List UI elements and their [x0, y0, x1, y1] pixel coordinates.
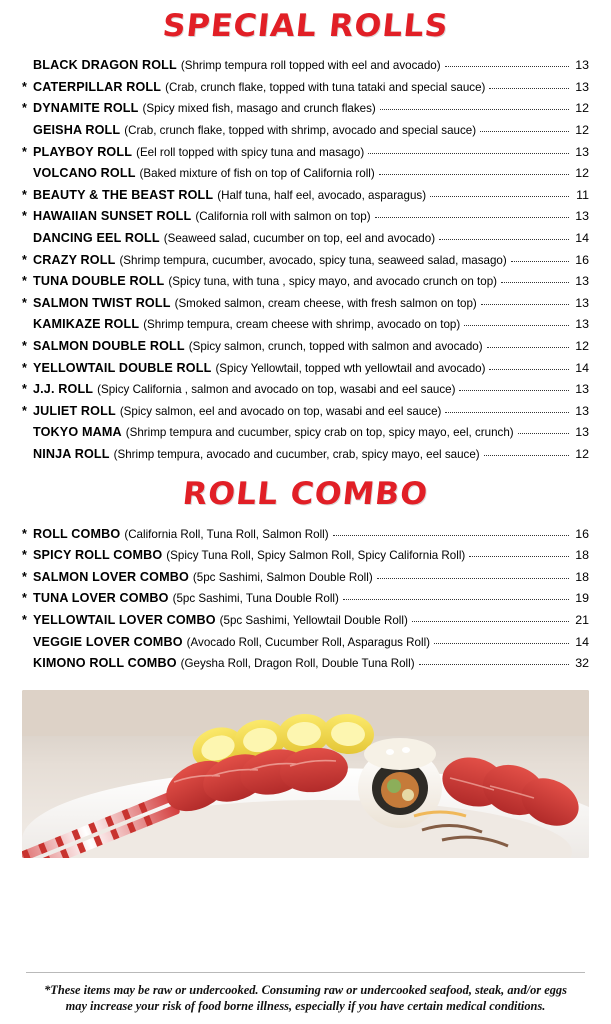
menu-item — [22, 206, 589, 228]
menu-item-description: (Spicy tuna, with tuna , spicy mayo, and avocado crunch on top) — [168, 275, 498, 289]
raw-item-asterisk: * — [22, 274, 27, 289]
menu-item-price: 13 — [575, 79, 589, 94]
menu-item — [22, 336, 589, 358]
menu-item-name: JULIET ROLL — [33, 403, 116, 418]
menu-item-description: (Spicy salmon, crunch, topped with salmon and avocado) — [188, 340, 483, 354]
menu-item-name: KIMONO ROLL COMBO — [33, 656, 177, 671]
leader-dots — [375, 217, 569, 218]
menu-item-description: (Smoked salmon, cream cheese, with fresh salmon on top) — [174, 296, 477, 310]
menu-item-price: 32 — [575, 656, 589, 671]
menu-item-price: 13 — [575, 403, 589, 418]
menu-item-price: 13 — [575, 209, 589, 224]
leader-dots — [412, 621, 569, 622]
leader-dots — [481, 304, 569, 305]
menu-item — [22, 631, 589, 653]
menu-item-description: (5pc Sashimi, Yellowtail Double Roll) — [219, 613, 408, 627]
menu-item-price: 13 — [575, 295, 589, 310]
menu-item-name: DANCING EEL ROLL — [33, 231, 160, 246]
menu-item-description: (Spicy mixed fish, masago and crunch flakes) — [142, 102, 376, 116]
menu-item-name: PLAYBOY ROLL — [33, 144, 133, 159]
menu-item-description: (5pc Sashimi, Tuna Double Roll) — [172, 592, 339, 606]
menu-item — [22, 55, 589, 77]
leader-dots — [459, 390, 569, 391]
menu-item-price: 19 — [575, 591, 589, 606]
menu-item-description: (Shrimp tempura, avocado and cucumber, crab, spicy mayo, eel sauce) — [113, 447, 480, 461]
menu-item-description: (Shrimp tempura, cucumber, avocado, spicy tuna, seaweed salad, masago) — [119, 253, 507, 267]
disclaimer-footer — [0, 972, 611, 1014]
leader-dots — [469, 556, 569, 557]
menu-item-description: (Spicy Yellowtail, topped wth yellowtail and avocado) — [215, 361, 486, 375]
leader-dots — [379, 174, 569, 175]
menu-item-description: (Eel roll topped with spicy tuna and masago) — [136, 145, 365, 159]
menu-item-description: (Crab, crunch flake, topped with shrimp, avocado and special sauce) — [124, 124, 477, 138]
menu-item-description: (California roll with salmon on top) — [195, 210, 371, 224]
menu-item-name: ROLL COMBO — [33, 526, 121, 541]
menu-item-description: (Spicy Tuna Roll, Spicy Salmon Roll, Spicy California Roll) — [166, 549, 466, 563]
leader-dots — [445, 66, 569, 67]
menu-item — [22, 271, 589, 293]
raw-item-asterisk: * — [22, 526, 27, 541]
leader-dots — [439, 239, 569, 240]
menu-item — [22, 444, 589, 466]
menu-item-name: SALMON TWIST ROLL — [33, 295, 171, 310]
menu-item-price: 13 — [575, 144, 589, 159]
leader-dots — [333, 535, 569, 536]
menu-item-description: (5pc Sashimi, Salmon Double Roll) — [192, 570, 373, 584]
roll-combo-list — [0, 523, 611, 674]
section-title-special-rolls: SPECIAL ROLLS — [160, 8, 451, 44]
menu-item — [22, 357, 589, 379]
menu-item-name: BEAUTY & THE BEAST ROLL — [33, 187, 214, 202]
menu-item-description: (Spicy California , salmon and avocado on top, wasabi and eel sauce) — [97, 383, 456, 397]
sushi-platter-photo — [22, 690, 589, 858]
footer-divider — [26, 972, 585, 973]
menu-item-price: 12 — [575, 446, 589, 461]
menu-item — [22, 566, 589, 588]
menu-item-name: CRAZY ROLL — [33, 252, 116, 267]
menu-item-price: 16 — [575, 252, 589, 267]
menu-item-name: SPICY ROLL COMBO — [33, 548, 163, 563]
raw-item-asterisk: * — [22, 187, 27, 202]
menu-item-description: (Geysha Roll, Dragon Roll, Double Tuna Roll) — [180, 657, 415, 671]
menu-item-name: TOKYO MAMA — [33, 425, 122, 440]
menu-item — [22, 249, 589, 271]
menu-item-name: CATERPILLAR ROLL — [33, 79, 162, 94]
leader-dots — [419, 664, 569, 665]
menu-item-price: 12 — [575, 166, 589, 181]
section-title-roll-combo: ROLL COMBO — [180, 476, 431, 513]
leader-dots — [434, 643, 569, 644]
menu-item — [22, 653, 589, 675]
menu-item — [22, 141, 589, 163]
menu-item — [22, 163, 589, 185]
raw-item-asterisk: * — [22, 612, 27, 627]
leader-dots — [464, 325, 569, 326]
raw-item-asterisk: * — [22, 144, 27, 159]
menu-item — [22, 588, 589, 610]
leader-dots — [501, 282, 569, 283]
raw-item-asterisk: * — [22, 101, 27, 116]
menu-item-name: HAWAIIAN SUNSET ROLL — [33, 209, 192, 224]
leader-dots — [487, 347, 569, 348]
disclaimer-line-1: *These items may be raw or undercooked. Consuming raw or undercooked seafood, steak, and/or eggs — [44, 983, 567, 997]
raw-item-asterisk: * — [22, 360, 27, 375]
leader-dots — [445, 412, 569, 413]
raw-item-asterisk: * — [22, 548, 27, 563]
menu-item-name: SALMON LOVER COMBO — [33, 569, 189, 584]
menu-item-name: VEGGIE LOVER COMBO — [33, 634, 183, 649]
menu-item — [22, 523, 589, 545]
menu-item-price: 16 — [575, 526, 589, 541]
leader-dots — [489, 369, 569, 370]
menu-item-description: (Spicy salmon, eel and avocado on top, wasabi and eel sauce) — [119, 404, 442, 418]
menu-item — [22, 293, 589, 315]
menu-item — [22, 379, 589, 401]
raw-item-asterisk: * — [22, 382, 27, 397]
menu-item — [22, 228, 589, 250]
menu-item-description: (Avocado Roll, Cucumber Roll, Asparagus Roll) — [186, 635, 431, 649]
menu-item-name: YELLOWTAIL DOUBLE ROLL — [33, 360, 212, 375]
sushi-photo-illustration — [22, 690, 589, 858]
menu-item-price: 12 — [575, 339, 589, 354]
menu-item-price: 14 — [575, 360, 589, 375]
raw-item-asterisk: * — [22, 79, 27, 94]
leader-dots — [368, 153, 569, 154]
raw-item-asterisk: * — [22, 252, 27, 267]
leader-dots — [489, 88, 569, 89]
leader-dots — [380, 109, 569, 110]
menu-item-price: 14 — [575, 231, 589, 246]
leader-dots — [484, 455, 569, 456]
menu-item-name: YELLOWTAIL LOVER COMBO — [33, 612, 216, 627]
menu-item-name: TUNA DOUBLE ROLL — [33, 274, 165, 289]
menu-item-name: TUNA LOVER COMBO — [33, 591, 169, 606]
menu-item-description: (Seaweed salad, cucumber on top, eel and avocado) — [163, 232, 436, 246]
raw-item-asterisk: * — [22, 403, 27, 418]
menu-item-name: VOLCANO ROLL — [33, 166, 136, 181]
menu-item-description: (Half tuna, half eel, avocado, asparagus) — [217, 188, 427, 202]
menu-item-price: 18 — [575, 548, 589, 563]
menu-item-description: (Crab, crunch flake, topped with tuna tataki and special sauce) — [165, 80, 486, 94]
menu-item-price: 21 — [575, 612, 589, 627]
raw-item-asterisk: * — [22, 295, 27, 310]
leader-dots — [518, 433, 569, 434]
menu-item-name: SALMON DOUBLE ROLL — [33, 339, 185, 354]
leader-dots — [377, 578, 569, 579]
menu-item-price: 18 — [575, 569, 589, 584]
leader-dots — [430, 196, 569, 197]
menu-item-price: 13 — [575, 382, 589, 397]
menu-item — [22, 314, 589, 336]
leader-dots — [511, 261, 569, 262]
menu-item — [22, 185, 589, 207]
menu-item-name: J.J. ROLL — [33, 382, 94, 397]
menu-item-description: (California Roll, Tuna Roll, Salmon Roll) — [124, 527, 329, 541]
raw-item-asterisk: * — [22, 339, 27, 354]
menu-item-description: (Baked mixture of fish on top of California roll) — [139, 167, 375, 181]
leader-dots — [343, 599, 569, 600]
menu-item — [22, 422, 589, 444]
menu-item-price: 13 — [575, 425, 589, 440]
menu-item-price: 13 — [575, 58, 589, 73]
menu-item — [22, 98, 589, 120]
disclaimer-line-2: may increase your risk of food borne illness, especially if you have certain medical conditions. — [65, 999, 546, 1013]
menu-item-price: 13 — [575, 274, 589, 289]
menu-item — [22, 610, 589, 632]
menu-item-price: 13 — [575, 317, 589, 332]
raw-item-asterisk: * — [22, 569, 27, 584]
menu-item-name: GEISHA ROLL — [33, 123, 121, 138]
menu-item — [22, 545, 589, 567]
menu-item-description: (Shrimp tempura, cream cheese with shrimp, avocado on top) — [143, 318, 461, 332]
menu-item-name: BLACK DRAGON ROLL — [33, 58, 177, 73]
special-rolls-list — [0, 55, 611, 465]
menu-item-price: 14 — [575, 634, 589, 649]
menu-item-name: KAMIKAZE ROLL — [33, 317, 140, 332]
menu-item-price: 11 — [576, 187, 589, 202]
sushi-roll-center — [358, 738, 442, 828]
menu-item-name: NINJA ROLL — [33, 446, 110, 461]
menu-item — [22, 77, 589, 99]
menu-item-description: (Shrimp tempura and cucumber, spicy crab on top, spicy mayo, eel, crunch) — [125, 426, 514, 440]
raw-item-asterisk: * — [22, 591, 27, 606]
leader-dots — [480, 131, 569, 132]
raw-item-asterisk: * — [22, 209, 27, 224]
menu-item-price: 12 — [575, 123, 589, 138]
menu-item — [22, 401, 589, 423]
menu-item — [22, 120, 589, 142]
menu-item-price: 12 — [575, 101, 589, 116]
menu-item-description: (Shrimp tempura roll topped with eel and avocado) — [180, 59, 441, 73]
menu-item-name: DYNAMITE ROLL — [33, 101, 139, 116]
